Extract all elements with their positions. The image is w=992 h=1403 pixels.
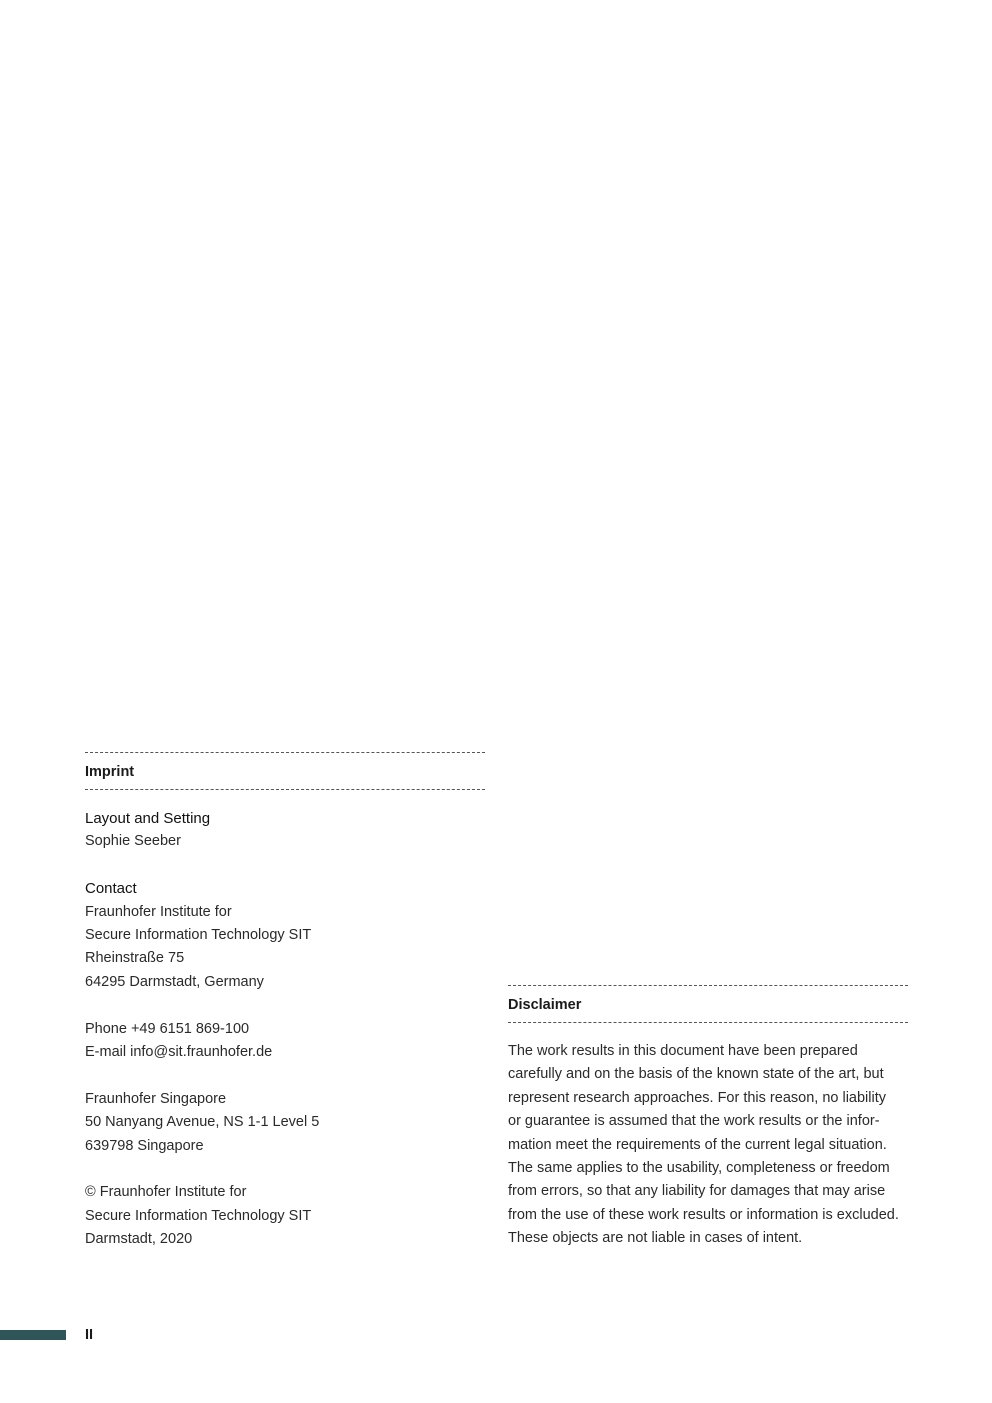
- singapore-line: 639798 Singapore: [85, 1137, 204, 1154]
- page-number: II: [85, 1327, 94, 1343]
- disclaimer-line: carefully and on the basis of the known state of the art, but: [508, 1066, 884, 1083]
- email-address: E-mail info@sit.fraunhofer.de: [85, 1044, 273, 1061]
- singapore-line: Fraunhofer Singapore: [85, 1090, 227, 1107]
- imprint-heading: Imprint: [85, 764, 135, 780]
- layout-block: [85, 807, 485, 854]
- disclaimer-line: from the use of these work results or information is excluded.: [508, 1206, 899, 1223]
- contact-address: [85, 901, 485, 995]
- disclaimer-bottom-rule: [508, 1022, 908, 1023]
- copyright-line: Secure Information Technology SIT: [85, 1207, 312, 1224]
- layout-line: Sophie Seeber: [85, 833, 181, 850]
- disclaimer-line: The same applies to the usability, completeness or freedom: [508, 1160, 890, 1177]
- disclaimer-line: from errors, so that any liability for damages that may arise: [508, 1183, 886, 1200]
- disclaimer-line: These objects are not liable in cases of intent.: [508, 1230, 803, 1247]
- contact-block: [85, 877, 485, 994]
- address-line: Fraunhofer Institute for: [85, 903, 232, 920]
- layout-title: Layout and Setting: [85, 810, 211, 827]
- copyright-line: Darmstadt, 2020: [85, 1231, 193, 1248]
- disclaimer-line: represent research approaches. For this reason, no liability: [508, 1089, 886, 1106]
- singapore-line: 50 Nanyang Avenue, NS 1-1 Level 5: [85, 1114, 320, 1131]
- copyright-block: [85, 1181, 485, 1251]
- disclaimer-line: or guarantee is assumed that the work results or the infor-: [508, 1113, 880, 1130]
- imprint-section: [85, 752, 485, 1252]
- imprint-bottom-rule: [85, 789, 485, 790]
- disclaimer-line: The work results in this document have been prepared: [508, 1043, 858, 1059]
- address-line: Secure Information Technology SIT: [85, 927, 312, 944]
- disclaimer-heading: Disclaimer: [508, 997, 582, 1013]
- singapore-address: [85, 1088, 485, 1158]
- address-line: 64295 Darmstadt, Germany: [85, 973, 264, 990]
- disclaimer-section: [508, 985, 908, 1251]
- address-line: Rheinstraße 75: [85, 950, 185, 967]
- copyright-line: © Fraunhofer Institute for: [85, 1184, 247, 1201]
- disclaimer-line: mation meet the requirements of the current legal situation.: [508, 1136, 887, 1153]
- footer-accent-bar: [0, 1330, 66, 1340]
- contact-title: Contact: [85, 880, 137, 898]
- disclaimer-text: [508, 1040, 908, 1251]
- phone-number: Phone +49 6151 869-100: [85, 1020, 250, 1037]
- contact-details: [85, 1018, 485, 1065]
